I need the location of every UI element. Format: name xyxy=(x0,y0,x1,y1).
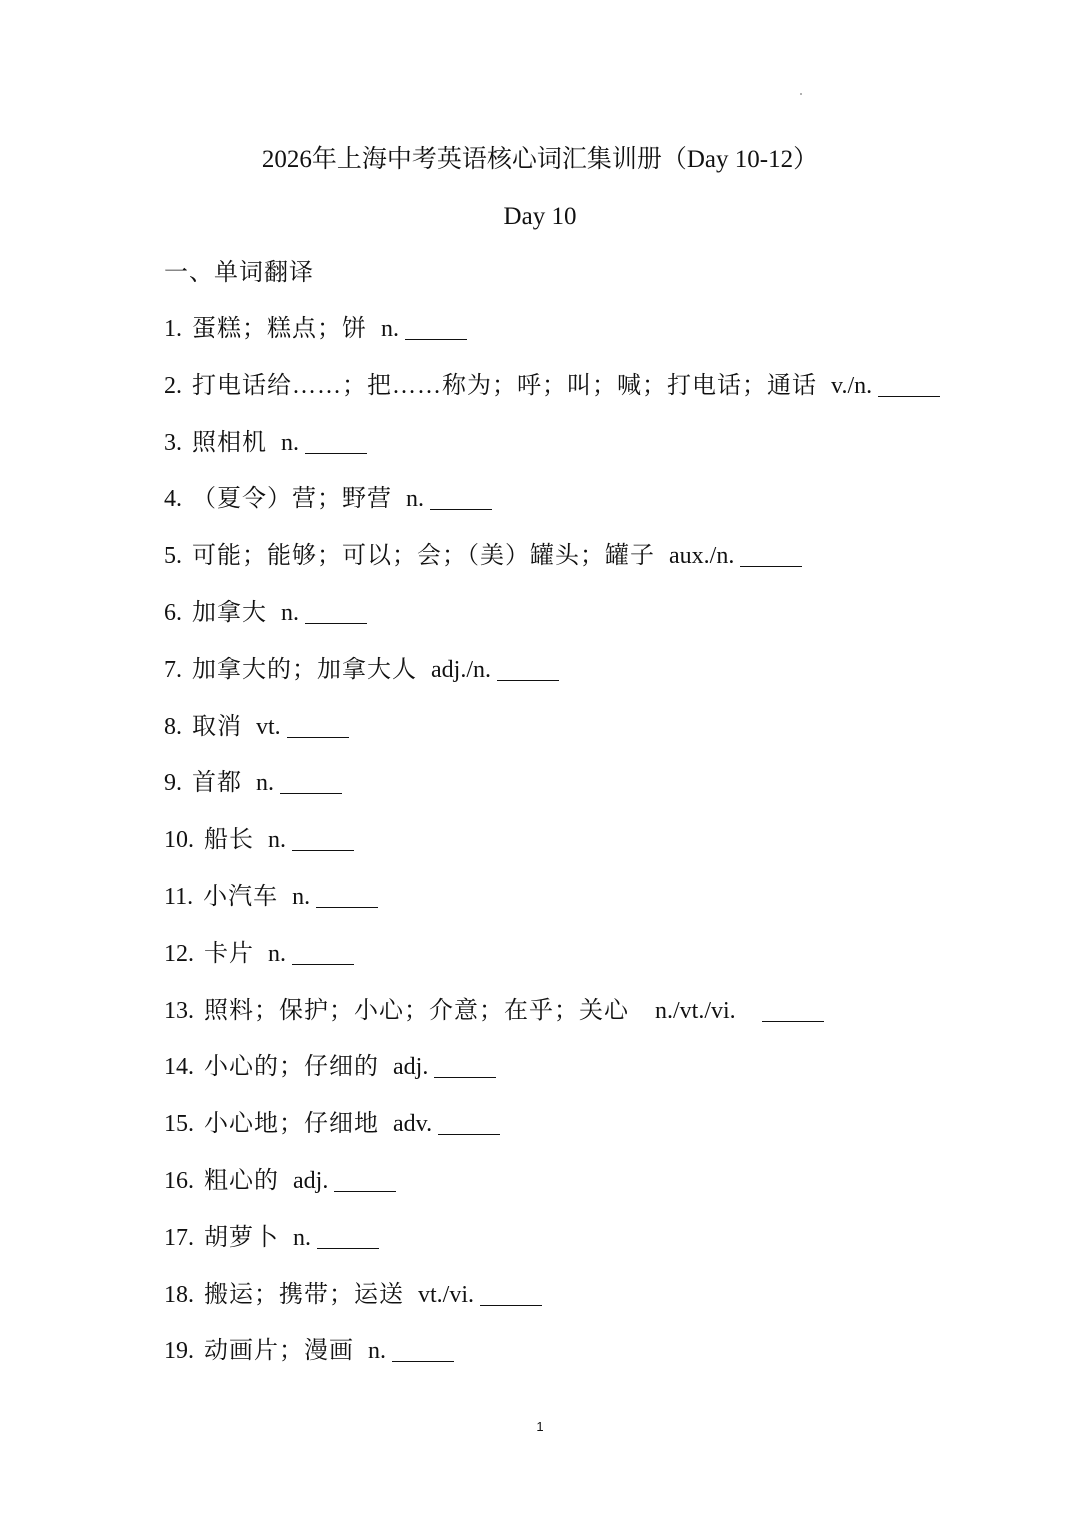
item-number: 6. xyxy=(164,599,182,626)
vocab-item-2 xyxy=(164,369,964,426)
item-part-of-speech: n./vt./vi. xyxy=(655,997,736,1024)
item-number: 7. xyxy=(164,656,182,683)
answer-blank[interactable] xyxy=(292,823,354,851)
item-number: 5. xyxy=(164,543,182,570)
item-meaning: 加拿大的；加拿大人 xyxy=(192,656,417,683)
answer-blank[interactable] xyxy=(434,1050,496,1078)
item-number: 2. xyxy=(164,372,182,399)
item-meaning: 胡萝卜 xyxy=(204,1224,279,1251)
item-part-of-speech: n. xyxy=(406,486,424,513)
answer-blank[interactable] xyxy=(497,653,559,681)
item-part-of-speech: n. xyxy=(368,1338,386,1365)
item-number: 13. xyxy=(164,997,194,1024)
answer-blank[interactable] xyxy=(392,1334,454,1362)
item-part-of-speech: n. xyxy=(292,883,311,910)
vocab-item-19 xyxy=(164,1334,964,1391)
vocab-item-5 xyxy=(164,539,964,596)
item-meaning: 小心地；仔细地 xyxy=(204,1111,379,1138)
vocab-item-12 xyxy=(164,937,964,994)
item-meaning: 搬运；携带；运送 xyxy=(204,1281,404,1308)
item-number: 12. xyxy=(164,940,194,967)
item-meaning: 照料；保护；小心；介意；在乎；关心 xyxy=(204,997,629,1024)
answer-blank[interactable] xyxy=(316,880,378,908)
item-meaning: 小汽车 xyxy=(203,883,279,910)
item-meaning: 打电话给……；把……称为；呼；叫；喊；打电话；通话 xyxy=(192,372,817,399)
item-number: 16. xyxy=(164,1167,194,1194)
item-meaning: 照相机 xyxy=(192,429,267,456)
item-meaning: 船长 xyxy=(204,827,254,854)
item-number: 9. xyxy=(164,770,182,797)
item-number: 19. xyxy=(164,1338,194,1365)
item-number: 14. xyxy=(164,1054,194,1081)
item-number: 1. xyxy=(164,316,182,342)
answer-blank[interactable] xyxy=(762,994,824,1022)
vocab-item-15 xyxy=(164,1107,964,1164)
vocab-item-18 xyxy=(164,1278,964,1335)
item-part-of-speech: n. xyxy=(268,827,286,854)
answer-blank[interactable] xyxy=(438,1107,500,1135)
item-meaning: 可能；能够；可以；会；（美）罐头；罐子 xyxy=(192,543,655,570)
document-title: 2026年上海中考英语核心词汇集训册（Day 10-12） xyxy=(261,146,819,173)
answer-blank[interactable] xyxy=(405,312,467,340)
item-part-of-speech: n. xyxy=(293,1224,311,1251)
answer-blank[interactable] xyxy=(305,426,367,454)
item-meaning: 卡片 xyxy=(204,940,254,967)
answer-blank[interactable] xyxy=(334,1164,396,1192)
vocab-item-1 xyxy=(164,312,964,369)
answer-blank[interactable] xyxy=(287,710,349,738)
item-number: 10. xyxy=(164,827,194,854)
vocabulary-list xyxy=(164,312,964,1391)
item-part-of-speech: adj./n. xyxy=(431,656,491,683)
item-part-of-speech: n. xyxy=(268,940,286,967)
section-heading: 一、单词翻译 xyxy=(164,260,314,286)
answer-blank[interactable] xyxy=(740,539,802,567)
answer-blank[interactable] xyxy=(280,766,342,794)
item-number: 3. xyxy=(164,429,182,456)
page-number: 1 xyxy=(536,1419,544,1434)
vocab-item-6 xyxy=(164,596,964,653)
item-number: 15. xyxy=(164,1111,194,1138)
item-part-of-speech: n. xyxy=(256,770,274,797)
answer-blank[interactable] xyxy=(317,1221,379,1249)
item-part-of-speech: n. xyxy=(281,429,299,456)
item-part-of-speech: n. xyxy=(381,316,399,342)
answer-blank[interactable] xyxy=(480,1278,542,1306)
item-part-of-speech: adv. xyxy=(393,1111,433,1138)
scan-dot xyxy=(800,93,802,95)
item-meaning: 粗心的 xyxy=(204,1167,279,1194)
item-meaning: （夏令）营；野营 xyxy=(192,486,392,513)
vocab-item-9 xyxy=(164,766,964,823)
item-part-of-speech: adj. xyxy=(293,1167,329,1194)
item-meaning: 首都 xyxy=(192,770,242,797)
answer-blank[interactable] xyxy=(292,937,354,965)
item-meaning: 小心的；仔细的 xyxy=(204,1054,379,1081)
item-part-of-speech: vt. xyxy=(256,713,281,740)
vocab-item-13 xyxy=(164,994,964,1051)
vocab-item-4 xyxy=(164,482,964,539)
item-meaning: 取消 xyxy=(192,713,242,740)
item-number: 8. xyxy=(164,713,182,740)
item-number: 11. xyxy=(164,883,194,910)
vocab-item-10 xyxy=(164,823,964,880)
day-heading: Day 10 xyxy=(503,203,577,230)
item-part-of-speech: vt./vi. xyxy=(418,1281,475,1308)
vocab-item-7 xyxy=(164,653,964,710)
vocab-item-3 xyxy=(164,426,964,483)
item-part-of-speech: n. xyxy=(281,599,299,626)
vocab-item-17 xyxy=(164,1221,964,1278)
item-part-of-speech: adj. xyxy=(393,1054,429,1081)
vocab-item-16 xyxy=(164,1164,964,1221)
item-meaning: 动画片；漫画 xyxy=(204,1338,354,1365)
answer-blank[interactable] xyxy=(305,596,367,624)
item-part-of-speech: aux./n. xyxy=(669,543,735,570)
item-part-of-speech: v./n. xyxy=(831,372,873,399)
item-meaning: 加拿大 xyxy=(192,599,267,626)
vocab-item-8 xyxy=(164,710,964,767)
item-number: 4. xyxy=(164,486,182,513)
answer-blank[interactable] xyxy=(430,482,492,510)
vocab-item-11 xyxy=(164,880,964,937)
answer-blank[interactable] xyxy=(878,369,940,397)
item-number: 17. xyxy=(164,1224,194,1251)
vocab-item-14 xyxy=(164,1050,964,1107)
item-meaning: 蛋糕；糕点；饼 xyxy=(192,316,367,342)
item-number: 18. xyxy=(164,1281,194,1308)
